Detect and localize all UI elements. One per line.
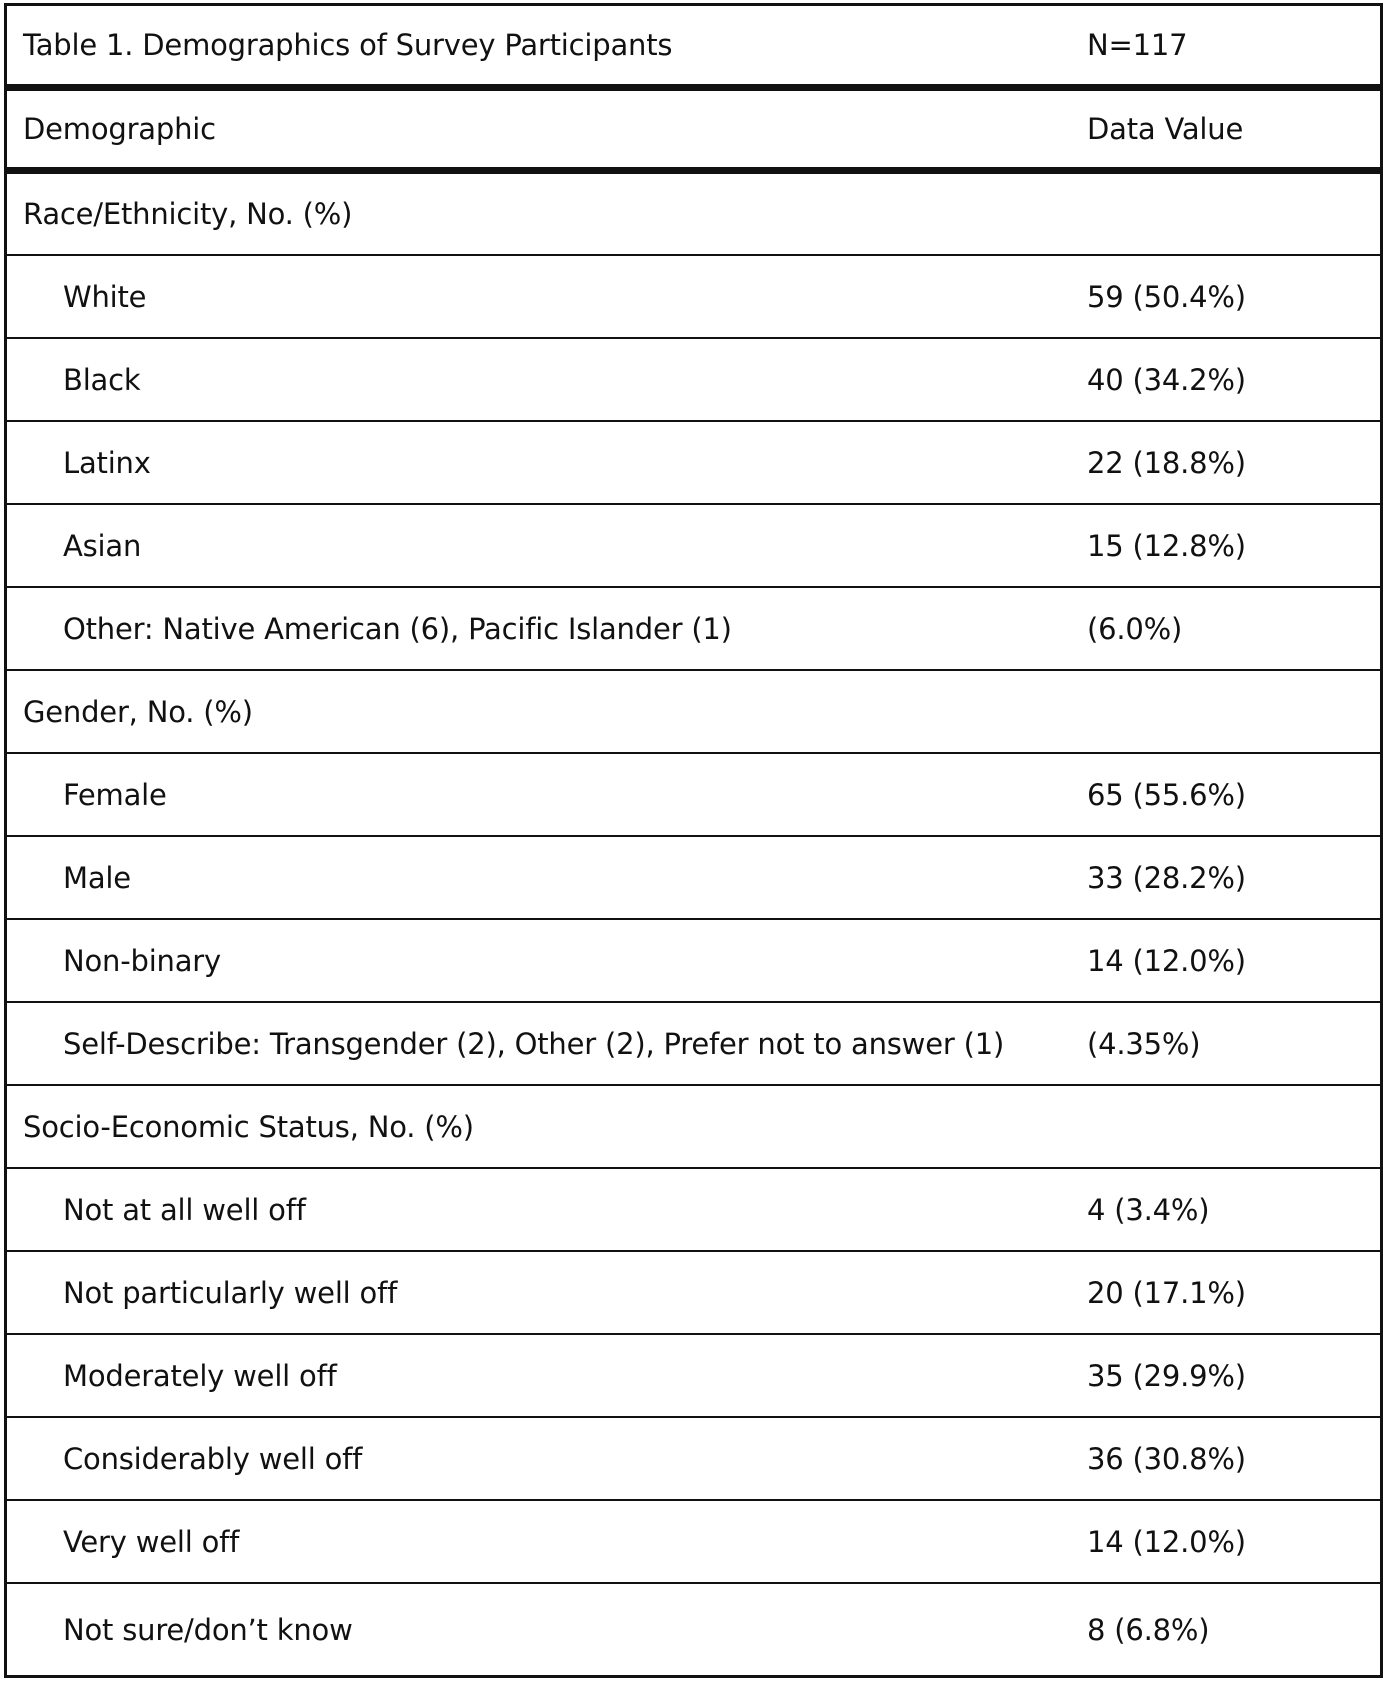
row-value: 20 (17.1%) (1087, 1275, 1246, 1310)
table-row (7, 837, 1380, 920)
row-value: 59 (50.4%) (1087, 279, 1246, 314)
row-value: 40 (34.2%) (1087, 362, 1246, 397)
row-label: Non-binary (63, 943, 221, 978)
row-label: Black (63, 362, 141, 397)
row-label: Not particularly well off (63, 1275, 398, 1310)
column-header-demographic: Demographic (23, 112, 216, 146)
column-header-data-value: Data Value (1087, 112, 1244, 146)
table-row (7, 505, 1380, 588)
row-value: 35 (29.9%) (1087, 1358, 1246, 1393)
table-row (7, 256, 1380, 339)
row-value: (6.0%) (1087, 611, 1183, 646)
section-heading-row (7, 1086, 1380, 1169)
row-label: Not at all well off (63, 1192, 306, 1227)
row-value: 14 (12.0%) (1087, 943, 1246, 978)
row-label: Self-Describe: Transgender (2), Other (2), Prefer not to answer (1) (63, 1026, 1005, 1061)
table-row (7, 422, 1380, 505)
row-label: Female (63, 777, 167, 812)
row-value: 36 (30.8%) (1087, 1441, 1246, 1476)
table-row (7, 1169, 1380, 1252)
row-label: Male (63, 860, 131, 895)
table-row (7, 1335, 1380, 1418)
row-value: 8 (6.8%) (1087, 1612, 1210, 1647)
row-value: 14 (12.0%) (1087, 1524, 1246, 1559)
section-heading-row (7, 174, 1380, 256)
table-row (7, 1252, 1380, 1335)
table-row (7, 920, 1380, 1003)
row-label: Not sure/don’t know (63, 1612, 353, 1647)
table-header-row (7, 91, 1380, 174)
section-heading-row (7, 671, 1380, 754)
table-row (7, 754, 1380, 837)
row-label: Other: Native American (6), Pacific Islander (1) (63, 611, 732, 646)
row-value: 65 (55.6%) (1087, 777, 1246, 812)
table-row (7, 1003, 1380, 1086)
row-value: 15 (12.8%) (1087, 528, 1246, 563)
sample-size: N=117 (1087, 28, 1188, 62)
table-row (7, 1418, 1380, 1501)
row-value: 22 (18.8%) (1087, 445, 1246, 480)
table-title: Table 1. Demographics of Survey Participants (23, 28, 673, 62)
demographics-table (4, 3, 1383, 1678)
table-row (7, 1501, 1380, 1584)
section-heading-race: Race/Ethnicity, No. (%) (23, 197, 353, 231)
row-label: White (63, 279, 147, 314)
row-label: Asian (63, 528, 142, 563)
row-value: 33 (28.2%) (1087, 860, 1246, 895)
section-heading-gender: Gender, No. (%) (23, 694, 253, 729)
row-label: Moderately well off (63, 1358, 337, 1393)
row-label: Very well off (63, 1524, 240, 1559)
row-label: Considerably well off (63, 1441, 363, 1476)
table-row (7, 339, 1380, 422)
section-heading-ses: Socio-Economic Status, No. (%) (23, 1109, 474, 1144)
table-title-row (7, 6, 1380, 91)
row-value: 4 (3.4%) (1087, 1192, 1210, 1227)
table-row (7, 1584, 1380, 1675)
table-row (7, 588, 1380, 671)
row-label: Latinx (63, 445, 151, 480)
row-value: (4.35%) (1087, 1026, 1201, 1061)
